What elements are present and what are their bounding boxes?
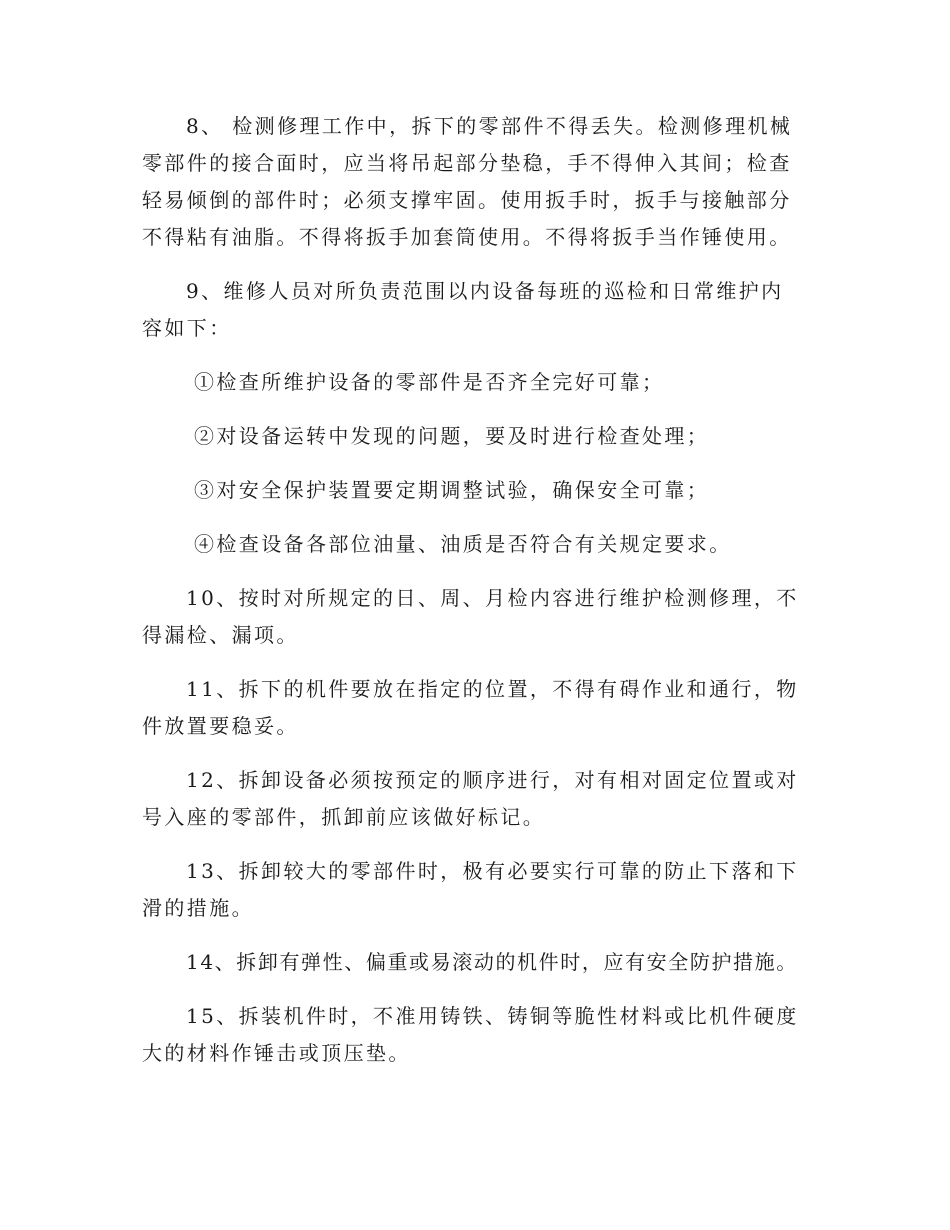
list-item-3: ③对安全保护装置要定期调整试验，确保安全可靠； [194,478,710,502]
paragraph-11: 11、拆下的机件要放在指定的位置，不得有碍作业和通行，物件放置要稳妥。 [142,677,799,738]
paragraph-15: 15、拆装机件时，不准用铸铁、铸铜等脆性材料或比机件硬度大的材料作锤击或顶压垫。 [142,1004,799,1065]
paragraph-14: 14、拆卸有弹性、偏重或易滚动的机件时，应有安全防护措施。 [186,950,798,974]
paragraph-9: 9、维修人员对所负责范围以内设备每班的巡检和日常维护内容如下： [142,279,784,340]
list-item-1: ①检查所维护设备的零部件是否齐全完好可靠； [194,370,665,394]
paragraph-13: 13、拆卸较大的零部件时，极有必要实行可靠的防止下落和下滑的措施。 [142,859,799,920]
document-page [142,108,802,1089]
list-item-4: ④检查设备各部位油量、油质是否符合有关规定要求。 [194,532,732,556]
paragraph-8: 8、 检测修理工作中，拆下的零部件不得丢失。检测修理机械零部件的接合面时，应当将吊起部分垫稳，手不得伸入其间；检查轻易倾倒的部件时；必须支撑牢固。使用扳手时，扳手与接触部分不得粘有油脂。不得将扳手加套筒使用。不得将扳手当作锤使用。 [142,114,793,249]
paragraph-10: 10、按时对所规定的日、周、月检内容进行维护检测修理，不得漏检、漏项。 [142,586,799,647]
list-item-2: ②对设备运转中发现的问题，要及时进行检查处理； [194,424,710,448]
paragraph-12: 12、拆卸设备必须按预定的顺序进行，对有相对固定位置或对号入座的零部件，抓卸前应该做好标记。 [142,768,799,829]
